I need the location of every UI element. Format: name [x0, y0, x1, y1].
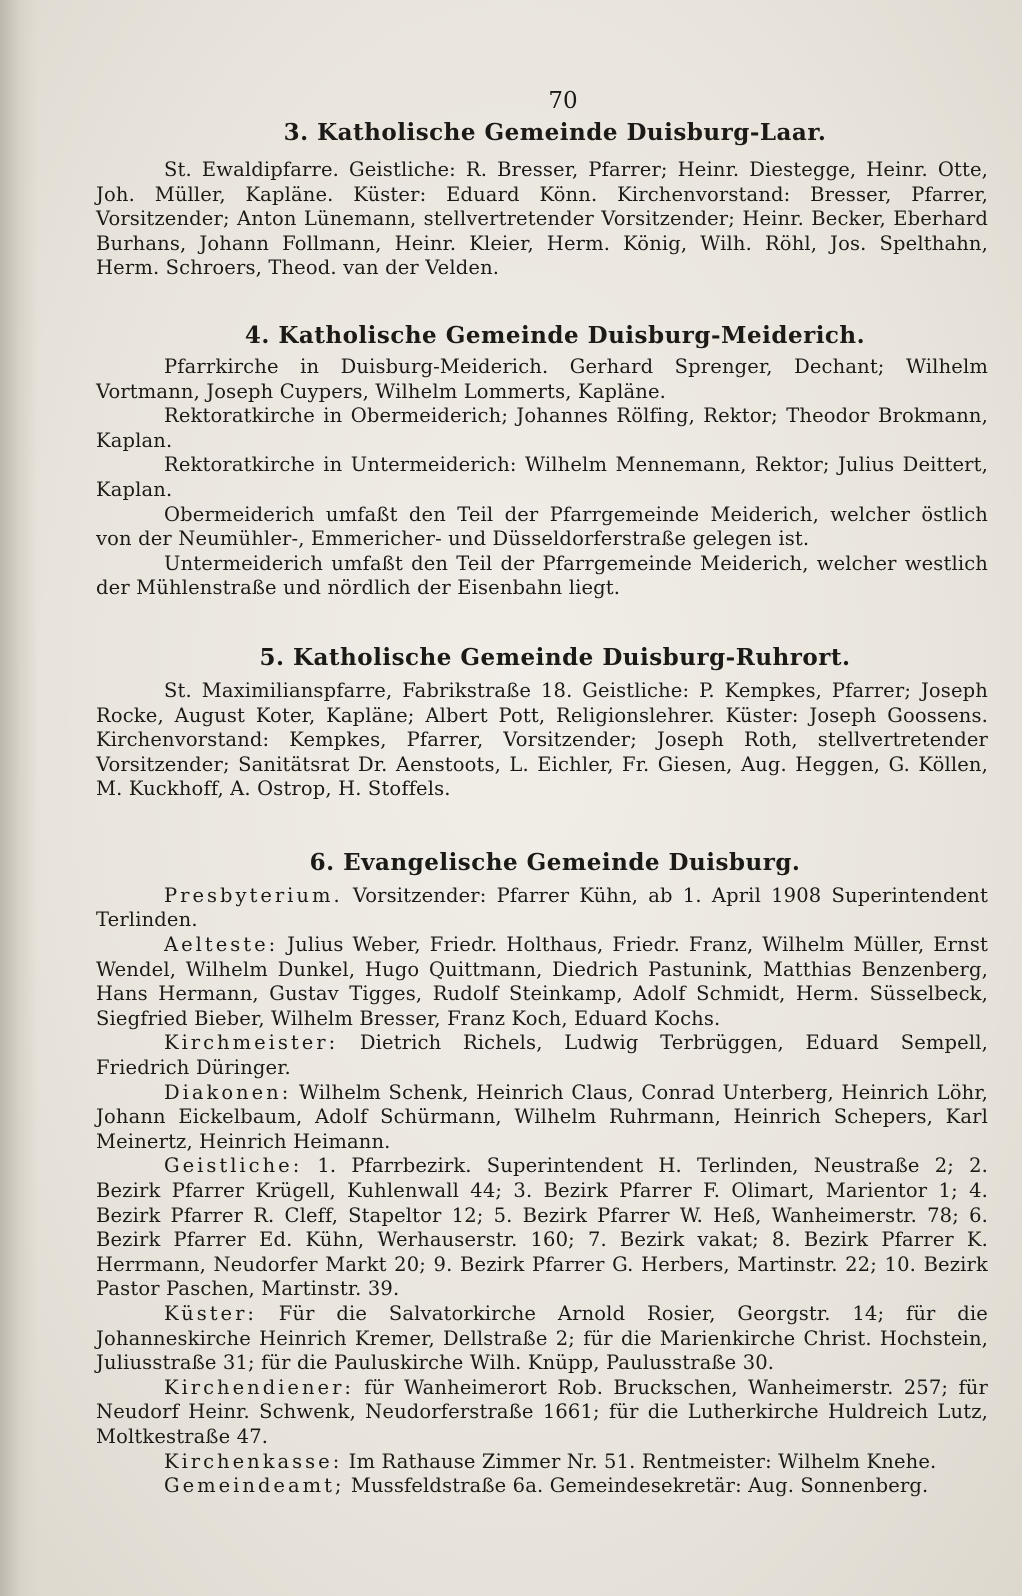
- text-presbyterium: Vorsitzender: Pfarrer Kühn, ab 1. April 1908 Superintendent Terlinden.: [96, 883, 988, 932]
- binding-shadow: [0, 0, 38, 1596]
- paragraph-meiderich-untermeiderich-area: Untermeiderich umfaßt den Teil der Pfarrgemeinde Meiderich, welcher westlich der Mühlenstraße und nördlich der Eisenbahn liegt.: [96, 551, 988, 600]
- section-title-evangelische: 6. Evangelische Gemeinde Duisburg.: [309, 848, 801, 876]
- paragraph-aelteste: [96, 933, 988, 1031]
- paragraph-meiderich-untermeiderich: Rektoratkirche in Untermeiderich: Wilhelm Mennemann, Rektor; Julius Deittert, Kaplan.: [96, 453, 988, 501]
- label-aelteste: Aelteste:: [164, 933, 279, 957]
- label-geistliche: Geistliche:: [164, 1154, 303, 1178]
- label-presbyterium: Presbyterium.: [164, 883, 343, 907]
- text-gemeindeamt: Mussfeldstraße 6a. Gemeindesekretär: Aug. Sonnenberg.: [344, 1474, 929, 1498]
- paragraph-meiderich-obermeiderich-area: Obermeiderich umfaßt den Teil der Pfarrgemeinde Meiderich, welcher östlich von der Neumühler-, Emmericher- und Düsseldorferstraße gelegen ist.: [96, 502, 988, 551]
- page-content: [96, 86, 988, 1499]
- label-kuester: Küster:: [164, 1301, 257, 1325]
- text-kirchenkasse: Im Rathause Zimmer Nr. 51. Rentmeister: Wilhelm Knehe.: [342, 1449, 937, 1473]
- text-aelteste: Julius Weber, Friedr. Holthaus, Friedr. Franz, Wilhelm Müller, Ernst Wendel, Wilhelm Dunkel, Hugo Quittmann, Diedrich Pastunink, Matthias Benzenberg, Hans Hermann, Gustav Tigges, Rudolf Steinkamp, Adolf Schmidt, Herm. Süsselbeck, Siegfried Bieber, Wilhelm Bresser, Franz Koch, Eduard Kochs.: [96, 933, 988, 1030]
- paragraph-kirchmeister: [96, 1031, 988, 1080]
- paragraph-laar-clergy: St. Ewaldipfarre. Geistliche: R. Bresser, Pfarrer; Heinr. Diestegge, Heinr. Otte, Joh. Müller, Kapläne. Küster: Eduard Könn. Kirchenvorstand: Bresser, Pfarrer, Vorsitzender; Anton Lünemann, stellvertretender Vorsitzender; Heinr. Becker, Eberhard Burhans, Johann Follmann, Heinr. Kleier, Herm. König, Wilh. Röhl, Jos. Spelthahn, Herm. Schroers, Theod. van der Velden.: [96, 158, 988, 280]
- paragraph-presbyterium: [96, 884, 988, 933]
- text-diakonen: Wilhelm Schenk, Heinrich Claus, Conrad Unterberg, Heinrich Löhr, Johann Eickelbaum, Adolf Schürmann, Wilhelm Ruhrmann, Heinrich Schepers, Karl Meinertz, Heinrich Heimann.: [96, 1080, 988, 1153]
- text-geistliche: 1. Pfarrbezirk. Superintendent H. Terlinden, Neustraße 2; 2. Bezirk Pfarrer Krügell, Kuhlenwall 44; 3. Bezirk Pfarrer F. Olimart, Marientor 1; 4. Bezirk Pfarrer R. Cleff, Stapeltor 12; 5. Bezirk Pfarrer W. Heß, Wanheimerstr. 78; 6. Bezirk Pfarrer Ed. Kühn, Werhauserstr. 160; 7. Bezirk vakat; 8. Bezirk Pfarrer K. Herrmann, Neudorfer Markt 20; 9. Bezirk Pfarrer G. Herbers, Martinstr. 22; 10. Bezirk Pastor Paschen, Martinstr. 39.: [96, 1154, 988, 1301]
- page-number: 70: [548, 88, 578, 114]
- text-kirchmeister: Dietrich Richels, Ludwig Terbrüggen, Eduard Sempell, Friedrich Düringer.: [96, 1031, 988, 1080]
- text-kirchendiener: für Wanheimerort Rob. Bruckschen, Wanheimerstr. 257; für Neudorf Heinr. Schwenk, Neudorferstraße 1661; für die Lutherkirche Huldreich Lutz, Moltkestraße 47.: [96, 1375, 988, 1448]
- paragraph-ruhrort-clergy: St. Maximilianspfarre, Fabrikstraße 18. Geistliche: P. Kempkes, Pfarrer; Joseph Rocke, August Koter, Kapläne; Albert Pott, Religionslehrer. Küster: Joseph Goossens. Kirchenvorstand: Kempkes, Pfarrer, Vorsitzender; Joseph Roth, stellvertretender Vorsitzender; Sanitätsrat Dr. Aenstoots, L. Eichler, Fr. Giesen, Aug. Heggen, G. Köllen, M. Kuckhoff, A. Ostrop, H. Stoffels.: [96, 678, 988, 801]
- section-title-meiderich: 4. Katholische Gemeinde Duisburg-Meiderich.: [244, 321, 866, 349]
- paragraph-gemeindeamt: [96, 1474, 988, 1499]
- paragraph-meiderich-obermeiderich: Rektoratkirche in Obermeiderich; Johannes Rölfing, Rektor; Theodor Brokmann, Kaplan.: [96, 404, 988, 452]
- label-kirchmeister: Kirchmeister:: [164, 1031, 339, 1055]
- paragraph-geistliche: [96, 1154, 988, 1302]
- paragraph-kirchendiener: [96, 1376, 988, 1450]
- paragraph-kuester: [96, 1302, 988, 1376]
- label-kirchendiener: Kirchendiener:: [164, 1375, 354, 1399]
- label-diakonen: Diakonen:: [164, 1080, 292, 1104]
- paragraph-meiderich-pfarrkirche: Pfarrkirche in Duisburg-Meiderich. Gerhard Sprenger, Dechant; Wilhelm Vortmann, Joseph Cuypers, Wilhelm Lommerts, Kapläne.: [96, 354, 988, 403]
- label-kirchenkasse: Kirchenkasse:: [164, 1449, 343, 1473]
- paragraph-diakonen: [96, 1081, 988, 1155]
- text-kuester: Für die Salvatorkirche Arnold Rosier, Georgstr. 14; für die Johanneskirche Heinrich Kremer, Dellstraße 2; für die Marienkirche Christ. Hochstein, Juliusstraße 31; für die Pauluskirche Wilh. Knüpp, Paulusstraße 30.: [96, 1301, 988, 1375]
- section-title-laar: 3. Katholische Gemeinde Duisburg-Laar.: [283, 119, 827, 146]
- paragraph-kirchenkasse: [96, 1450, 988, 1475]
- label-gemeindeamt: Gemeindeamt;: [164, 1474, 345, 1498]
- section-title-ruhrort: 5. Katholische Gemeinde Duisburg-Ruhrort.: [259, 643, 851, 671]
